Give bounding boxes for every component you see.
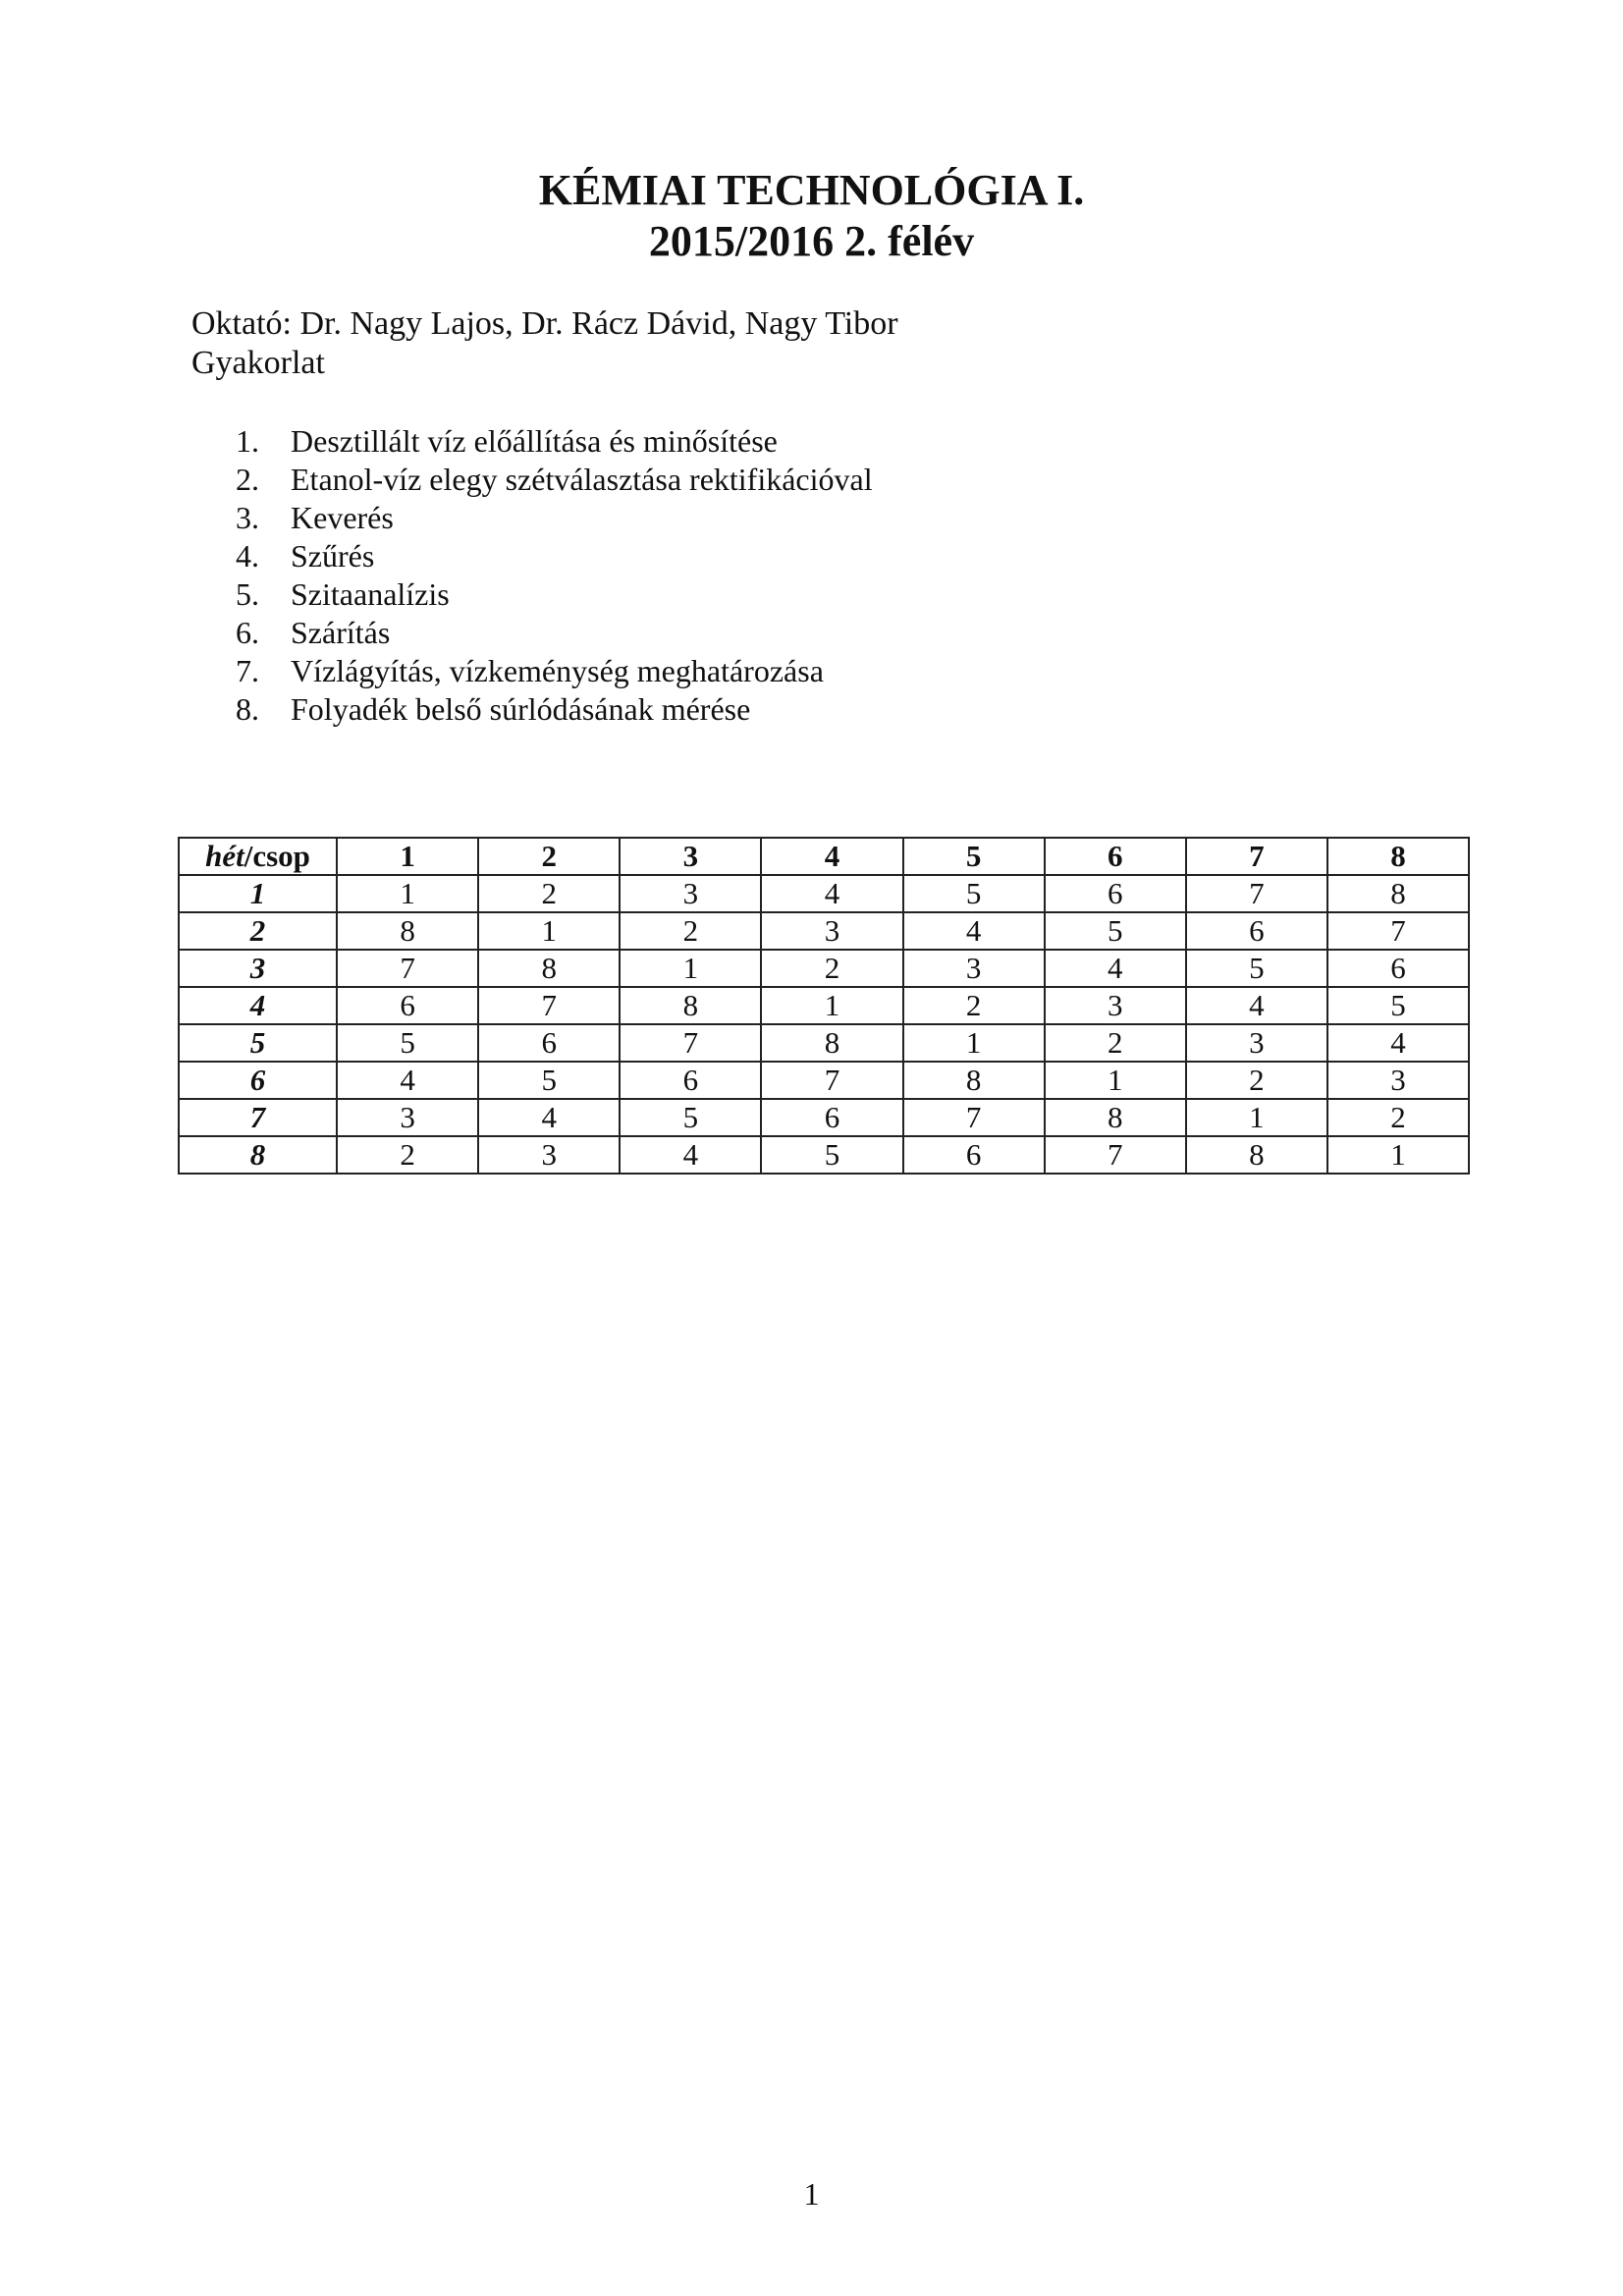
table-cell: 4 (1186, 987, 1327, 1024)
table-row (179, 912, 1469, 950)
table-cell: 5 (903, 875, 1045, 912)
table-cell: 6 (1327, 950, 1469, 987)
topic-list (236, 422, 873, 729)
topic-item (236, 461, 873, 499)
table-cell: 8 (337, 912, 478, 950)
table-cell: 5 (620, 1099, 761, 1136)
topic-text: Szárítás (291, 615, 391, 650)
table-cell: 7 (1186, 875, 1327, 912)
table-cell: 8 (761, 1024, 902, 1062)
corner-header (179, 838, 337, 875)
table-cell: 6 (1045, 875, 1186, 912)
table-cell: 6 (478, 1024, 620, 1062)
topic-item (236, 575, 873, 614)
table-cell: 6 (1186, 912, 1327, 950)
table-cell: 1 (620, 950, 761, 987)
row-header: 1 (179, 875, 337, 912)
table-header-row (179, 838, 1469, 875)
table-cell: 8 (1186, 1136, 1327, 1174)
table-row (179, 1024, 1469, 1062)
topic-text: Szitaanalízis (291, 576, 450, 612)
column-header: 6 (1045, 838, 1186, 875)
table-row (179, 950, 1469, 987)
table-row (179, 1099, 1469, 1136)
topic-number: 1. (236, 423, 259, 459)
table-cell: 6 (761, 1099, 902, 1136)
table-cell: 5 (478, 1062, 620, 1099)
table-cell: 2 (620, 912, 761, 950)
table-cell: 4 (1327, 1024, 1469, 1062)
topic-item (236, 652, 873, 690)
table-cell: 4 (478, 1099, 620, 1136)
table-cell: 1 (903, 1024, 1045, 1062)
topic-text: Folyadék belső súrlódásának mérése (291, 691, 751, 727)
topic-item (236, 690, 873, 729)
document-subtitle: 2015/2016 2. félév (648, 217, 975, 265)
row-header: 8 (179, 1136, 337, 1174)
row-header: 7 (179, 1099, 337, 1136)
topic-number: 8. (236, 691, 259, 727)
table-cell: 5 (1186, 950, 1327, 987)
table-cell: 8 (1327, 875, 1469, 912)
table-row (179, 875, 1469, 912)
page-number: 1 (803, 2176, 820, 2212)
topic-text: Keverés (291, 500, 394, 535)
table-cell: 7 (337, 950, 478, 987)
table-cell: 7 (903, 1099, 1045, 1136)
corner-group-label: /csop (243, 839, 310, 873)
table-cell: 3 (337, 1099, 478, 1136)
topic-item (236, 537, 873, 575)
table-cell: 4 (337, 1062, 478, 1099)
topic-text: Vízlágyítás, vízkeménység meghatározása (291, 653, 824, 688)
row-header: 5 (179, 1024, 337, 1062)
column-header: 4 (761, 838, 902, 875)
topic-number: 6. (236, 615, 259, 650)
topic-text: Etanol-víz elegy szétválasztása rektifikációval (291, 462, 873, 497)
table-cell: 3 (1186, 1024, 1327, 1062)
table-row (179, 1136, 1469, 1174)
table-cell: 6 (620, 1062, 761, 1099)
table-cell: 5 (761, 1136, 902, 1174)
instructors-line: Oktató: Dr. Nagy Lajos, Dr. Rácz Dávid, Nagy Tibor (191, 305, 898, 342)
table-cell: 5 (337, 1024, 478, 1062)
topic-item (236, 422, 873, 461)
table-cell: 6 (337, 987, 478, 1024)
topic-number: 5. (236, 576, 259, 612)
table-cell: 1 (1186, 1099, 1327, 1136)
table-cell: 8 (620, 987, 761, 1024)
column-header: 3 (620, 838, 761, 875)
schedule-table (178, 837, 1470, 1175)
table-cell: 7 (1045, 1136, 1186, 1174)
table-cell: 1 (478, 912, 620, 950)
table-cell: 7 (620, 1024, 761, 1062)
table-cell: 4 (903, 912, 1045, 950)
column-header: 7 (1186, 838, 1327, 875)
table-cell: 2 (1045, 1024, 1186, 1062)
table-cell: 6 (903, 1136, 1045, 1174)
table-cell: 5 (1045, 912, 1186, 950)
table-cell: 3 (761, 912, 902, 950)
table-cell: 7 (1327, 912, 1469, 950)
table-cell: 3 (478, 1136, 620, 1174)
column-header: 5 (903, 838, 1045, 875)
table-cell: 1 (761, 987, 902, 1024)
table-cell: 2 (1186, 1062, 1327, 1099)
table-cell: 7 (478, 987, 620, 1024)
document-title: KÉMIAI TECHNOLÓGIA I. (538, 166, 1085, 214)
table-cell: 3 (1327, 1062, 1469, 1099)
row-header: 6 (179, 1062, 337, 1099)
table-cell: 3 (620, 875, 761, 912)
table-cell: 7 (761, 1062, 902, 1099)
table-cell: 2 (903, 987, 1045, 1024)
topic-item (236, 499, 873, 537)
topic-number: 2. (236, 462, 259, 497)
table-cell: 2 (337, 1136, 478, 1174)
row-header: 2 (179, 912, 337, 950)
topic-number: 4. (236, 538, 259, 574)
topic-number: 3. (236, 500, 259, 535)
table-cell: 5 (1327, 987, 1469, 1024)
column-header: 8 (1327, 838, 1469, 875)
table-cell: 8 (478, 950, 620, 987)
table-cell: 1 (337, 875, 478, 912)
topic-text: Szűrés (291, 538, 375, 574)
table-cell: 8 (903, 1062, 1045, 1099)
table-row (179, 987, 1469, 1024)
table-cell: 2 (761, 950, 902, 987)
table-cell: 2 (1327, 1099, 1469, 1136)
table-cell: 3 (1045, 987, 1186, 1024)
column-header: 1 (337, 838, 478, 875)
row-header: 3 (179, 950, 337, 987)
topic-item (236, 614, 873, 652)
row-header: 4 (179, 987, 337, 1024)
corner-week-label: hét (205, 839, 244, 873)
table-cell: 1 (1045, 1062, 1186, 1099)
column-header: 2 (478, 838, 620, 875)
section-label: Gyakorlat (191, 345, 325, 381)
table-cell: 3 (903, 950, 1045, 987)
table-cell: 8 (1045, 1099, 1186, 1136)
table-row (179, 1062, 1469, 1099)
topic-number: 7. (236, 653, 259, 688)
table-cell: 4 (1045, 950, 1186, 987)
topic-text: Desztillált víz előállítása és minősítése (291, 423, 778, 459)
table-cell: 4 (761, 875, 902, 912)
table-cell: 1 (1327, 1136, 1469, 1174)
table-cell: 4 (620, 1136, 761, 1174)
table-cell: 2 (478, 875, 620, 912)
